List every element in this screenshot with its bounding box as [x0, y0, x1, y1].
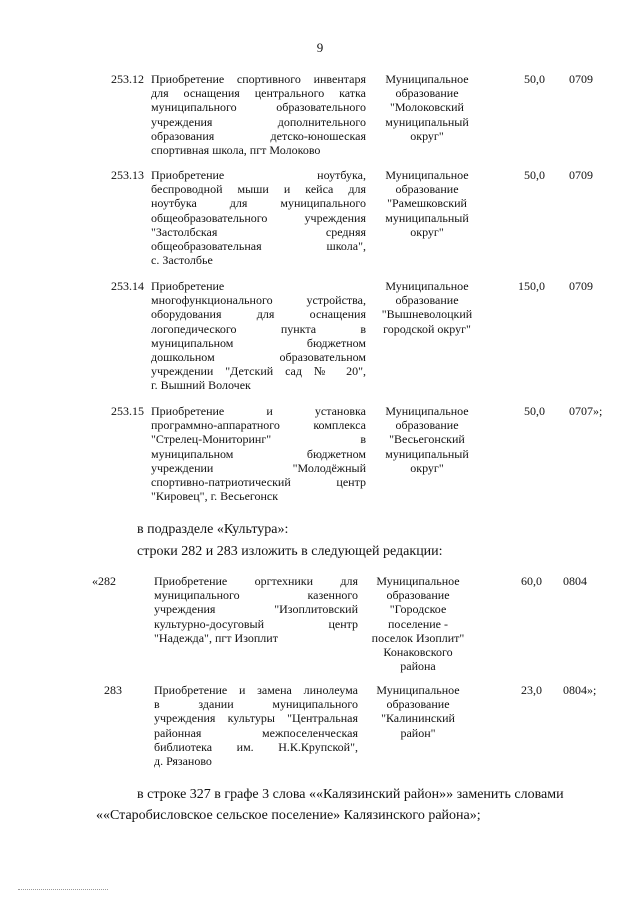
row-organization: Муниципальное образование "Рамешковский муниципальный округ" [385, 168, 469, 239]
desc-line: логопедического пункта в [151, 321, 366, 336]
desc-line: программно-аппаратного комплекса [151, 418, 366, 433]
desc-line: учреждения дополнительного [151, 114, 366, 129]
paragraph-instruction: строки 282 и 283 изложить в следующей редакции: [137, 544, 443, 559]
desc-line: Приобретение и установка [151, 404, 366, 418]
paragraph-replacement-line-1: в строке 327 в графе 3 слова ««Калязинский район»» заменить словами [137, 787, 564, 802]
row-organization: Муниципальное образование "Весьегонский муниципальный округ" [385, 404, 469, 475]
desc-line: дошкольном образовательном [151, 350, 366, 365]
desc-line: Приобретение ноутбука, [151, 168, 366, 182]
desc-line: беспроводной мыши и кейса для [151, 182, 366, 197]
desc-line: муниципального образовательного [151, 100, 366, 115]
row-code: 0709 [569, 72, 593, 86]
desc-line: Приобретение и замена линолеума [154, 683, 358, 697]
row-description [151, 404, 366, 503]
desc-line: "Стрелец-Мониторинг" в [151, 432, 366, 447]
row-code: 0804 [563, 574, 587, 588]
row-organization: Муниципальное образование "Городское поселение - поселок Изоплит" Конаковского района [371, 574, 465, 674]
desc-line: муниципальном бюджетном [151, 335, 366, 350]
row-amount: 50,0 [524, 168, 545, 182]
desc-line: спортивная школа, пгт Молоково [151, 143, 321, 158]
row-number: 253.14 [111, 279, 144, 293]
row-organization: Муниципальное образование "Калининский район" [376, 683, 460, 740]
desc-line: "Надежда", пгт Изоплит [154, 630, 278, 645]
desc-line: муниципального казенного [154, 588, 358, 603]
desc-line: "Застолбская средняя [151, 224, 366, 239]
row-organization: Муниципальное образование "Молоковский муниципальный округ" [385, 72, 469, 143]
row-number: «282 [92, 574, 116, 588]
desc-line: г. Вышний Волочек [151, 378, 251, 393]
row-amount: 23,0 [521, 683, 542, 697]
desc-line: культурно-досуговый центр [154, 616, 358, 631]
footer-divider [18, 889, 108, 890]
row-amount: 150,0 [518, 279, 545, 293]
desc-line: муниципальном бюджетном [151, 446, 366, 461]
desc-line: в здании муниципального [154, 697, 358, 712]
row-description [151, 72, 366, 157]
row-number: 283 [104, 683, 122, 697]
row-code: 0709 [569, 168, 593, 182]
desc-line: оборудования для оснащения [151, 307, 366, 322]
row-code: 0709 [569, 279, 593, 293]
desc-line: образования детско-юношеская [151, 128, 366, 143]
paragraph-replacement-line-2: ««Старобисловское сельское поселение» Калязинского района»; [96, 808, 481, 823]
desc-line: Приобретение спортивного инвентаря [151, 72, 366, 86]
row-description [154, 683, 358, 768]
desc-line: районная межпоселенческая [154, 725, 358, 740]
desc-line: Приобретение [151, 279, 225, 293]
desc-line: учреждении "Детский сад № 20", [151, 364, 366, 379]
desc-line: общеобразовательного учреждения [151, 210, 366, 225]
desc-line: Приобретение оргтехники для [154, 574, 358, 588]
desc-line: учреждения культуры "Центральная [154, 711, 358, 726]
row-organization: Муниципальное образование "Вышневолоцкий городской округ" [381, 279, 473, 336]
desc-line: для оснащения центрального катка [151, 86, 366, 101]
desc-line: учреждения "Изоплитовский [154, 602, 358, 617]
row-description [151, 168, 366, 267]
row-code: 0707»; [569, 404, 603, 418]
paragraph-subsection: в подразделе «Культура»: [137, 522, 289, 537]
desc-line: многофункционального устройства, [151, 293, 366, 308]
desc-line: учреждении "Молодёжный [151, 460, 366, 475]
row-description [151, 279, 366, 393]
desc-line: ноутбука для муниципального [151, 196, 366, 211]
desc-line: с. Застолбье [151, 253, 213, 268]
row-number: 253.15 [111, 404, 144, 418]
row-number: 253.12 [111, 72, 144, 86]
row-amount: 60,0 [521, 574, 542, 588]
row-code: 0804»; [563, 683, 597, 697]
desc-line: библиотека им. Н.К.Крупской", [154, 739, 358, 754]
row-description [154, 574, 358, 645]
row-number: 253.13 [111, 168, 144, 182]
row-amount: 50,0 [524, 72, 545, 86]
row-amount: 50,0 [524, 404, 545, 418]
desc-line: общеобразовательная школа", [151, 239, 366, 254]
page-number: 9 [316, 40, 324, 55]
desc-line: д. Рязаново [154, 754, 212, 769]
desc-line: "Кировец", г. Весьегонск [151, 489, 279, 504]
desc-line: спортивно-патриотический центр [151, 475, 366, 490]
